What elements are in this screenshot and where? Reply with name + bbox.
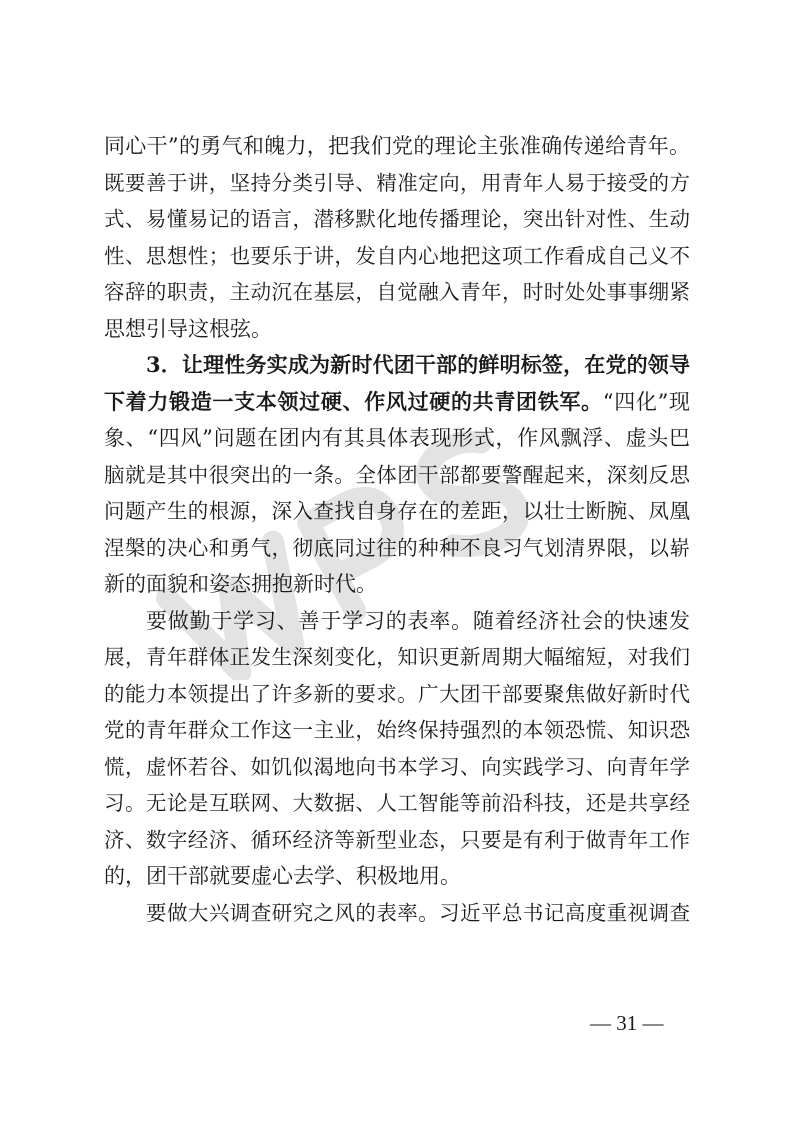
- text-line: 习。无论是互联网、大数据、人工智能等前沿科技，还是共享经: [104, 791, 690, 815]
- text-line: 新的面貌和姿态拥抱新时代。: [104, 572, 377, 596]
- text-line: 容辞的职责，主动沉在基层，自觉融入青年，时时处处事事绷紧: [104, 280, 690, 304]
- text-line: 脑就是其中很突出的一条。全体团干部都要警醒起来，深刻反思: [104, 462, 690, 487]
- text-line: 展，青年群体正发生深刻变化，知识更新周期大幅缩短，对我们: [104, 645, 690, 669]
- section-heading-line: 3．让理性务实成为新时代团干部的鲜明标签，在党的领导: [146, 352, 690, 377]
- heading-continuation: 下着力锻造一支本领过硬、作风过硬的共青团铁军。: [104, 388, 603, 414]
- page-number-text: — 31 —: [590, 1011, 664, 1035]
- text-line: 象、“四风”问题在团内有其具体表现形式，作风飘浮、虚头巴: [104, 426, 690, 450]
- paragraph-start-line: 要做勤于学习、善于学习的表率。随着经济社会的快速发: [146, 608, 690, 633]
- text-line: 思想引导这根弦。: [104, 316, 272, 341]
- text-line: 性、思想性；也要乐于讲，发自内心地把这项工作看成自己义不: [104, 243, 690, 268]
- text-line: 同心干”的勇气和魄力，把我们党的理论主张准确传递给青年。: [104, 134, 690, 158]
- text-segment: “四化”现: [602, 389, 690, 414]
- text-line: 的能力本领提出了许多新的要求。广大团干部要聚焦做好新时代: [104, 681, 690, 706]
- mixed-heading-line: [104, 384, 690, 421]
- page-number: [0, 1008, 793, 1038]
- text-line: 慌，虚怀若谷、如饥似渴地向书本学习、向实践学习、向青年学: [104, 754, 690, 779]
- text-line: 党的青年群众工作这一主业，始终保持强烈的本领恐慌、知识恐: [104, 718, 690, 742]
- text-line: 的，团干部就要虚心去学、积极地用。: [104, 864, 461, 888]
- text-line: 式、易懂易记的语言，潜移默化地传播理论，突出针对性、生动: [104, 207, 690, 231]
- text-line: 既要善于讲，坚持分类引导、精准定向，用青年人易于接受的方: [104, 170, 690, 195]
- body-text: [104, 128, 690, 931]
- text-line: 问题产生的根源，深入查找自身存在的差距，以壮士断腕、凤凰: [104, 499, 690, 523]
- text-line: 涅槃的决心和勇气，彻底同过往的种种不良习气划清界限，以崭: [104, 535, 690, 560]
- text-line: 济、数字经济、循环经济等新型业态，只要是有利于做青年工作: [104, 827, 690, 852]
- paragraph-start-line: 要做大兴调查研究之风的表率。习近平总书记高度重视调查: [146, 900, 690, 925]
